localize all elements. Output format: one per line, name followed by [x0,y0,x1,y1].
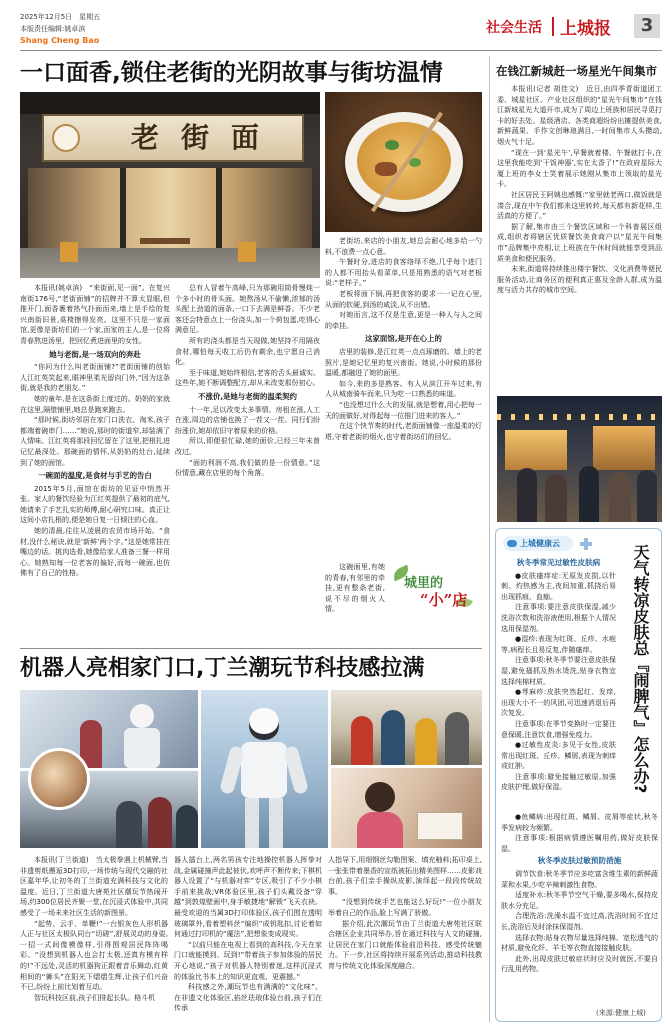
paragraph: 老街坊,来店的小朋友,她总会耐心地多给一勺料,不浪费一点心意。 [325,237,482,256]
stool [238,242,256,262]
paragraph: “也没想过什么大的发展,就是想着,用心把每一天的面做好,对得起每一位推门进来的客人。” [325,400,482,420]
paper-logo: 上城报 [560,19,611,39]
side-headline: 在钱江新城赶一场星光午间集市 [496,64,657,78]
paragraph: 如今,来的多是熟客。有人从滨江开车过来,有人从城南骑车而来,只为吃一口熟悉的味道。 [325,379,482,399]
header-rule [20,50,662,51]
crowd-figure [415,718,437,765]
brand-pinyin: Shang Cheng Bao [20,36,100,45]
article1-column-3-tail [325,562,385,642]
health-title: 天气转凉皮肤总『闹脾气』怎么办? [631,544,650,794]
paragraph: 本报讯(丁兰街道) 当太极拳遇上机械臂,当非遗剪纸邂逅3D打印,一场传统与现代交融的社区嘉年华,让初冬的丁兰街道充满科技与文化的温度。近日,丁兰街道大唐苑社区潮玩节热闹开场,约300位居民齐聚一堂,在沉浸式体验中,共同感受了一场未来社区生活的新图景。 [20,856,168,917]
paragraph: 午餐时分,进店的食客络绎不绝,几乎每个进门的人都不用抬头看菜单,只是用熟悉的语气对老板说:“老样子。” [325,258,482,288]
article2-column-3 [328,855,482,1018]
child-figure [365,782,395,812]
noodle-bowl-photo [325,92,482,232]
article1-column-3 [325,236,482,558]
meat-topping [375,162,397,176]
paragraph: 本报讯(记者 胡佳文) 近日,由四季青街道团工委、城星社区、产业社区组织的“星光午间集市”在钱江新城星光大道开市,成为了周边上班族和居民寻觅打卡的好去处。星级酒店、各类商超纷纷出摊提供美食,新鲜蔬果、手作文创琳琅满目,一时间集市人头攒动,烟火气十足。 [497,85,662,146]
column-tag [390,562,480,614]
column-tag-prefix: 城里的 [404,576,444,591]
health-item: ●荨麻疹:皮肤突然起红、发痒,出现大小不一的风团,可迅速消退后再次复发。 [501,688,616,718]
subheading: 这家面馆,是开在心上的 [365,334,442,344]
crowd-figure [445,712,469,765]
page-number: 3 [634,14,660,38]
health-item: 此外,出现皮肤过敏症状时应及时就医,不要自行乱用药物。 [501,954,658,974]
paragraph: 人指导下,用细钢丝勾勒图案、填充釉料;拓印桌上,一张张带着墨香的宣纸被拓出精美图样……皮影戏台前,孩子们亲手操纵皮影,演绎起一段段传统故事。 [328,856,482,896]
paragraph: 老板将面下锅,再把食客的要求一一记在心里,从面的软硬,到汤的咸淡,从不出错。 [325,289,482,309]
health-source: (来源:健康上城) [596,1009,646,1017]
storefront-photo [20,92,320,278]
issue-date: 2025年12月5日 星期五 [20,13,101,21]
paragraph: 本报讯(姚卓滨) “来街面,见一面”。在复兴南街176号,“老街面铺”的招牌并不算太显眼,但推开门,面香裹着热气扑面而来,墙上是手绘的复兴南街旧景,桌椅擦得发亮。这里不只是一家面馆,更像是街坊们的一个家,而家的主人,是一位将青春熬进汤里、把回忆煮进面里的女性。 [20,284,170,345]
crowd-figure [637,470,657,522]
window-pillar [120,168,126,248]
side-article-body [497,84,662,392]
article1-column-1 [20,283,170,642]
health-item: 注意事项:要注意皮肤保湿,减少洗浴次数和洗浴液使用,根据个人情况选用保湿剂。 [501,603,616,633]
health-item: 注意事项:根据病情遵医嘱用药,做好皮肤保湿。 [501,834,658,853]
health-tag-label: 上城健康云 [520,539,560,548]
plus-icon [580,538,592,550]
subheading: 一碗面的温度,是食材与手艺的告白 [38,471,152,481]
crowd-figure [148,797,172,848]
night-market-photo [497,396,662,522]
paragraph: “现在一到‘星光午’,早餐就着楼、午餐就打卡,在这里我能吃到‘干饭神器’,实在太香了!”在政府星际大厦上班的李女士笑着展示她刚从集市上领取的星光卡。 [497,148,662,189]
kids-inset-photo [28,748,90,810]
health-body-upper [501,556,616,810]
paragraph: 总有人冒着午高峰,只为那碗用筒骨慢炖一个多小时的骨头面。她熬汤从不偷懒,浓郁的汤头配上劲道的面条,一口下去满是鲜香。不少老客还会特意点上一份浇头,加一个荷包蛋,吃得心满意足。 [175,284,320,335]
health-item: 选择衣物:贴身衣物尽量选择纯棉、宽松透气的材质,避免化纤、羊毛等衣物直接接触皮肤。 [501,933,658,953]
crowd-figure [116,801,142,848]
health-item: ●鱼鳞病:出现红斑、鳞屑、皮屑等症状,秋冬季发病较为频繁。 [501,813,658,832]
shop-sign-text: 老街面 [130,121,281,154]
health-item: ●湿疹:表现为红斑、丘疹、水疱等,病程长且易反复,伴随瘙痒。 [501,635,616,654]
section-rule [20,648,482,649]
health-section-title: 秋冬季常见过敏性皮肤病 [516,558,601,567]
crowd-figure [579,466,599,522]
shop-sign [42,114,304,162]
health-item: 注意事项:避免接触过敏原,加强皮肤护理,做好保湿。 [501,772,616,792]
paragraph: 店里的装修,是江红英一点点琢磨的。墙上的老照片,是她记忆里的复兴南街。她说,小时候的那份温暖,都融进了她的面里。 [325,347,482,378]
section-name: 社会生活 [486,20,542,36]
crowd-figure [609,472,631,522]
health-item: 适度补水:秋冬季节空气干燥,要多喝水,保持皮肤水分充足。 [501,891,658,910]
paragraph: 未来,街道将持续推出楼宇餐饮、文化消费等便民服务活动,让商务区的便利真正惠及全龄人群,成为温度与活力共存的城市空间。 [497,265,662,295]
shop-logo [52,124,80,152]
health-item: 注意事项:在季节变换时一定要注意保暖,注意饮食,增强免疫力。 [501,719,616,739]
robot-figure [124,728,160,768]
robot-head [249,708,279,740]
paragraph: 对她而言,这不仅是生意,更是一种人与人之间的牵挂。 [325,311,482,330]
column-tag-suffix: “小”店 [420,591,468,609]
health-item: 调节饮食:秋冬季节应多吃富含维生素的新鲜蔬菜和水果,少吃辛辣刺激性食物。 [501,869,658,889]
paragraph: 至于味道,她始终相信,老客的舌头最诚实。这些年,她不断调整配方,却从未改变那份初心。 [175,368,320,388]
crowd-figure [176,805,198,848]
paragraph: 据介绍,此次潮玩节由丁兰街道大唐苑社区联合辖区企业共同举办,旨在通过科技与人文的碰撞,让居民在家门口就能体验前沿科技、感受传统魅力。下一步,社区将持续开展系列活动,推动科技教育与传统文化体验深度融合。 [328,919,482,970]
article1-headline: 一口面香,锁住老街的光阴故事与街坊温情 [20,60,443,86]
facade-top [20,92,320,114]
robot-figure [130,704,154,728]
paragraph: “以前只能在电视上看到的高科技,今天在家门口就能摸到、玩到!”带着孩子参加体验的居民开心地说,“孩子对机器人特别着迷,这样沉浸式的体验比书本上的知识更直观、更震撼。” [174,940,322,981]
crowd-figure [381,710,405,765]
craft-work [417,812,463,840]
paragraph: “那时候,街坊邻居在家门口洗衣、淘米,孩子都端着碗串门……”她说,那时的街道窄,却装满了人情味。江红英将那段回忆留在了这里,把根扎进记忆最深处。那碗面的情怀,从奶奶的灶台,延续到了她的面馆。 [20,416,170,467]
paragraph: 十一年,足以改变太多事情。房租在涨,人工在涨,周边的店铺也换了一茬又一茬。同行们纷纷涨价,她却依旧守着原来的价格。 [175,405,320,435]
stool [60,242,78,262]
window-pillar [216,168,222,248]
robot-leg [269,798,283,848]
child-figure [357,812,403,848]
subheading: 她与老街,是一场双向的奔赴 [49,349,141,359]
health-tag [503,536,573,551]
paragraph: “没想到传统手艺也能这么好玩!”一位小朋友举着自己的作品,脸上写满了骄傲。 [328,898,482,917]
paragraph: 科技感之外,潮玩节也有满满的“文化味”。在非遗文化体验区,掐丝珐琅体验台前,孩子们在传承 [174,983,322,1013]
garnish [385,140,399,150]
paragraph: 社区居民王阿姨也感慨:“家里就老两口,做饭就是凑合,现在中午我们都来这里转转,每天都有新花样,生活真的方便了。” [497,190,662,221]
shop-window [28,168,312,248]
health-section-title: 秋冬季皮肤过敏预防措施 [537,856,622,866]
cloud-icon [507,540,517,547]
paragraph: “你问为什么叫老街面铺?”老街面铺的创始人江红英笑起来,眼神里柔光留向门外,“因为这条街,就是我的老朋友。” [20,363,170,393]
health-item: ●过敏性皮炎:多见于女性,皮肤常出现红斑、丘疹、鳞屑,表现为刺痒或红肿。 [501,741,616,771]
article2-headline: 机器人亮相家门口,丁兰潮玩节科技感拉满 [20,656,425,681]
paragraph: 她的童年,是在这条街上度过的。奶奶的家就在这里,隔壁铺里,她总是跑来跑去。 [20,394,170,414]
humanoid-robot-photo [201,690,328,848]
market-stall [505,430,567,470]
craft-photo [331,768,482,848]
robot-body [241,742,287,798]
paragraph: “面的利润不高,我们做的是一份情意。”这份情意,藏在店里的每个角落。 [175,458,320,478]
masthead [0,0,668,54]
article1-column-2 [175,283,320,642]
article2-column-1 [20,855,168,1018]
paragraph: 在这个快节奏的时代,老街面铺像一座温柔的灯塔,守着老街的烟火,也守着街坊们的回忆。 [325,422,482,441]
article2-column-2 [174,855,322,1018]
crowd-figure [351,716,373,765]
paragraph: 所有的浇头都是当天现做,她坚持不用隔夜食材,哪怕每天收工后仍有剩余,也宁愿自己消化。 [175,336,320,367]
subheading: 不涨价,是她与老街的温柔契约 [198,391,297,401]
health-body-lower [501,812,658,1008]
header-divider [552,17,554,36]
string-lights [497,414,662,420]
crowd-figure [517,468,537,522]
health-item: 注意事项:秋冬季节要注意皮肤保湿,避免搔抓及热水烫洗,贴身衣物宜选择纯棉材质。 [501,656,616,686]
paragraph: “起势、云手、单鞭!”一台银灰色人形机器人正与社区太极队同台“切磋”,舒展灵动的身姿,一招一式间像模像样,引得围观居民阵阵喝彩。“没想到机器人也会打太极,还真有模有样的!”不远处,灵活的机器狗正跟着音乐舞动,红黄相间的“狮头”在阳光下熠熠生辉,让孩子们兴奋不已,纷纷上前比划着互动。 [20,919,168,992]
paragraph: 据了解,集市由三个餐饮区域和一个科普展区组成,组织者将辖区优质餐饮美食商户以“星光午间集市”品牌集中亮相,让上班族在午休时间就能享受到品质美食和便民服务。 [497,222,662,263]
table [140,238,190,244]
robot-leg [245,798,259,848]
market-stall [593,426,655,470]
paragraph: 所以,即便很忙碌,她的面价,已经三年未曾改过。 [175,437,320,456]
paragraph: 器人擂台上,两名男孩专注地操控机器人挥拳对战,金属碰撞声此起彼伏,欢呼声不断传来;下棋机器人设置了“与机器对弈”专区,吸引了不少小棋手前来挑战;VR体验区里,孩子们头戴设备“穿越”到敦煌壁画中,身手敏捷地“解锁”飞天衣袂。最受欢迎的当属3D打印体验区,孩子们围在透明玻璃罩外,看着塑料丝“编织”成钥匙扣,讨论着如何通过打印机的“魔法”,把想象变成现实。 [174,856,322,939]
page-editor: 本版责任编辑:姚卓滨 [20,25,86,33]
health-item: ●皮肤瘙痒症:无原发皮损,以针刺、灼热感为主,夜间加重,抓挠后易出现抓痕、血痂。 [501,571,616,601]
crowd-figure [545,474,567,522]
paragraph: 她的清晨,往往从凌晨的农贸市场开始。“食材,没什么秘诀,就是‘新鲜’两个字。”这是她常挂在嘴边的话。挑肉选骨,她像给家人准备三餐一样用心。她熟知每一位老客的偏好,而每一碗面,也仿佛有了自己的性格。 [20,527,170,578]
column-divider [489,56,490,1022]
health-item: 合理洗浴:洗澡水温不宜过高,洗浴时间不宜过长,洗浴后及时涂抹保湿剂。 [501,912,658,931]
paragraph: 智玩科技区前,孩子们排起长队。格斗机 [34,993,156,1002]
group-photo [331,690,482,765]
paragraph: 这碗面里,有她的青春,有邻里的牵挂,更有整条老街,说不尽的烟火人情。 [325,563,385,614]
paragraph: 2015年5月,面馆在街坊的见证中悄然开张。家人的餐饮经验为江红英提供了最初的底气,她请来了手艺扎实的师傅,耐心研究口味。真正让这间小店扎根的,便是她日复一日倾注的心血。 [20,484,170,525]
